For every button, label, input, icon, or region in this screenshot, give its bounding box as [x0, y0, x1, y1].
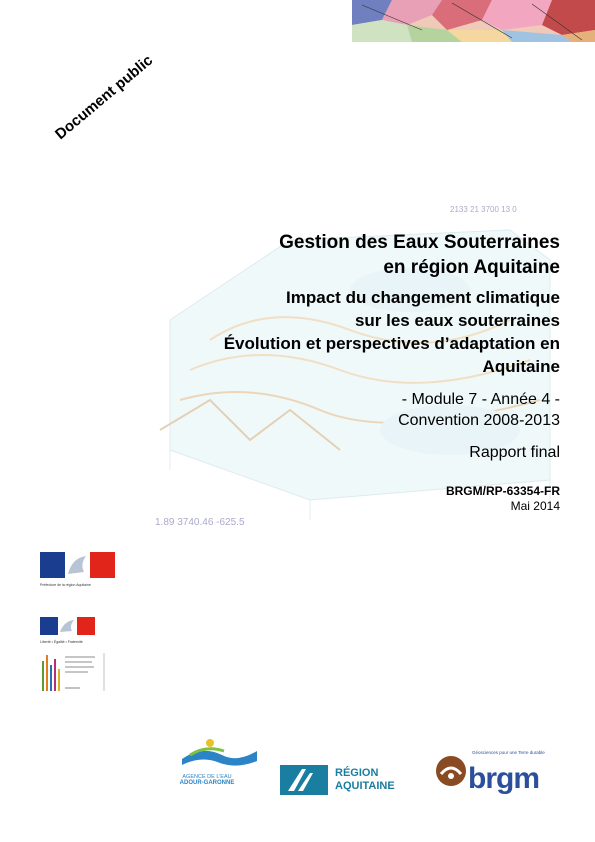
- directorate-logo: [40, 651, 110, 693]
- region-emblem-icon: [280, 765, 328, 795]
- brgm-logo: [434, 750, 564, 805]
- document-public-stamp: Document public: [52, 51, 157, 144]
- module-line-1: - Module 7 - Année 4 -: [401, 391, 560, 408]
- brgm-wordmark: brgm: [468, 762, 539, 795]
- subtitle-line-1: Impact du changement climatique: [286, 288, 560, 307]
- ministry-text: Liberté • Égalité • Fraternité: [40, 640, 83, 644]
- subtitle-line-2: sur les eaux souterraines: [354, 311, 560, 330]
- agence-line-1: AGENCE DE L’EAU: [182, 774, 232, 780]
- report-date: Mai 2014: [510, 499, 560, 513]
- ministry-logo: [40, 617, 100, 645]
- report-reference: BRGM/RP-63354-FR: [445, 484, 560, 498]
- region-line-1: RÉGION: [335, 767, 379, 779]
- prefecture-text: Préfecture de la région Aquitaine: [40, 583, 91, 587]
- region-line-2: AQUITAINE: [335, 780, 395, 792]
- title-line-1: Gestion des Eaux Souterraines: [279, 232, 560, 253]
- watermark-coord-bottom: 1.89 3740.46 -625.5: [155, 517, 245, 528]
- agence-eau-logo: [172, 735, 262, 805]
- prefecture-logo: [40, 552, 120, 590]
- title-line-2: en région Aquitaine: [383, 257, 560, 278]
- geologic-map-strip: [352, 0, 595, 42]
- agence-line-2: ADOUR-GARONNE: [179, 780, 235, 786]
- marianne-small-icon: [40, 617, 95, 635]
- brgm-tagline: Géosciences pour une Terre durable: [472, 750, 545, 755]
- marianne-icon: [40, 552, 115, 578]
- report-type: Rapport final: [469, 444, 560, 461]
- brgm-emblem-icon: [434, 754, 468, 788]
- subtitle-line-3: Évolution et perspectives d’adaptation en: [223, 334, 560, 353]
- colored-bars-icon: [40, 651, 110, 693]
- module-line-2: Convention 2008-2013: [398, 412, 560, 429]
- water-wave-icon: [172, 735, 262, 769]
- region-aquitaine-logo: [280, 763, 410, 797]
- subtitle-line-4: Aquitaine: [482, 357, 560, 376]
- watermark-coord-top: 2133 21 3700 13 0: [450, 205, 517, 214]
